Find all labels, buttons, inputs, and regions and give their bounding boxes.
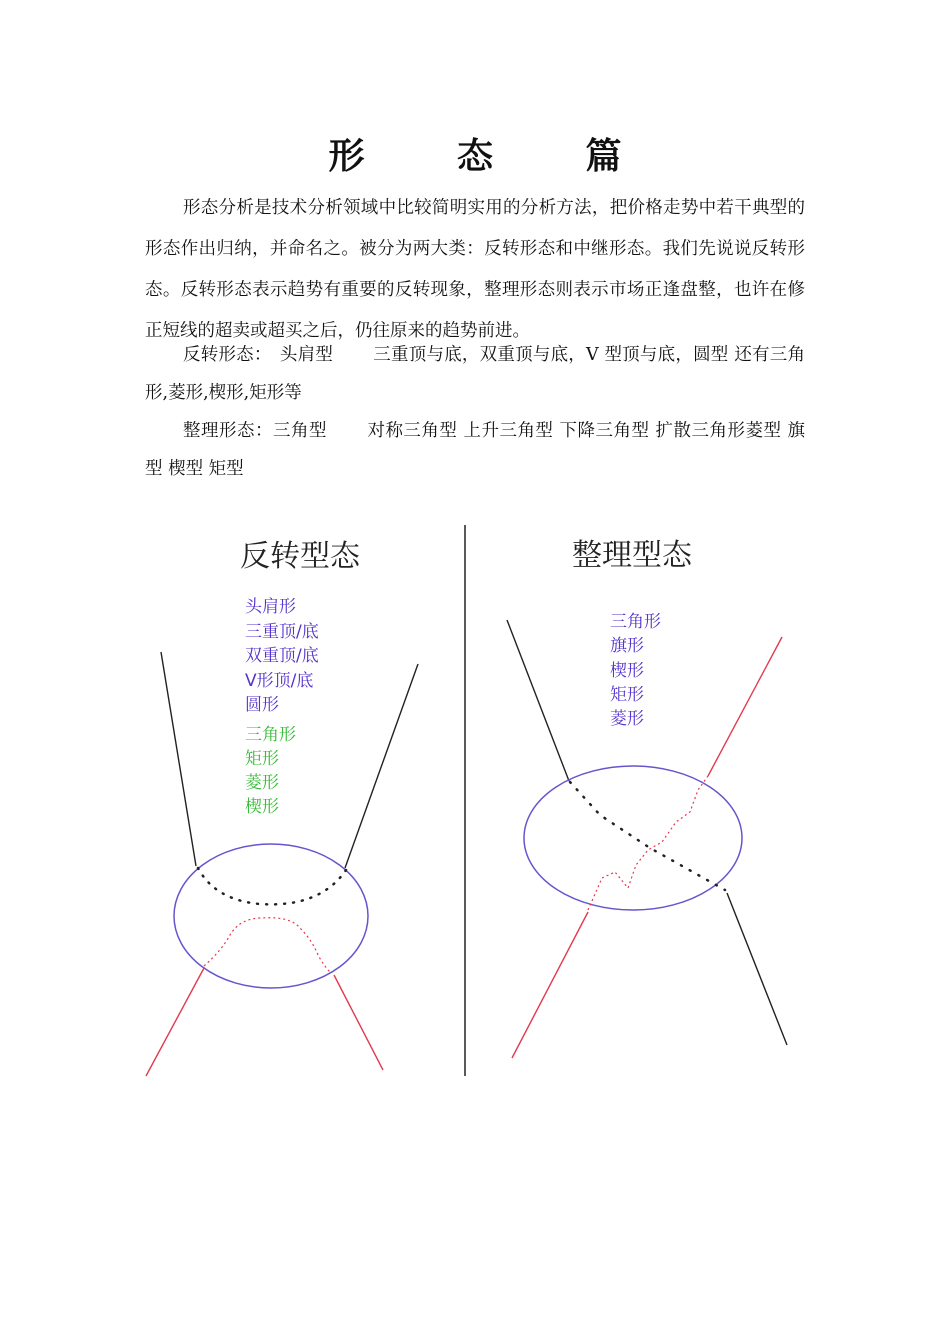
- left-blue-list: [245, 597, 319, 715]
- reversal-rest: 三重顶与底，双重顶与底，V 型顶与底，圆型 还有三角形,菱形,楔形,矩形等: [145, 345, 806, 403]
- reversal-first: 头肩型: [279, 345, 334, 365]
- left-red-line: [334, 975, 383, 1070]
- page-title: 形 态 篇: [328, 135, 662, 177]
- right-blue-item: 菱形: [610, 709, 644, 729]
- right-dotted-down: [570, 782, 725, 890]
- right-blue-item: 旗形: [610, 636, 644, 656]
- left-blue-item: 三重顶/底: [245, 622, 319, 642]
- left-blue-item: 双重顶/底: [245, 646, 319, 666]
- left-blue-item: 圆形: [245, 695, 279, 715]
- consolidation-label: 整理形态：三角型: [183, 421, 327, 441]
- left-uptrend-line: [345, 664, 418, 868]
- left-green-item: 楔形: [245, 797, 279, 817]
- left-downtrend-line: [161, 652, 196, 866]
- right-continuation-line: [727, 893, 787, 1045]
- left-red-line: [146, 968, 204, 1076]
- right-dotted-up: [588, 776, 708, 910]
- left-ellipse: [174, 844, 368, 988]
- right-ellipse: [524, 766, 742, 910]
- right-red-upper-line: [708, 637, 782, 776]
- intro-paragraph: 形态分析是技术分析领域中比较简明实用的分析方法，把价格走势中若干典型的形态作出归纳，并命名之。被分为两大类：反转形态和中继形态。我们先说说反转形态。反转形态表示趋势有重要的反转现象，整理形态则表示市场正逢盘整，也许在修正短线的超卖或超买之后，仍往原来的趋势前进。: [145, 198, 805, 341]
- right-diagram-title: 整理型态: [572, 538, 692, 573]
- left-dotted-top: [204, 918, 330, 972]
- right-red-lower-line: [512, 912, 588, 1058]
- right-blue-item: 三角形: [610, 612, 661, 632]
- left-dotted-bottom: [198, 868, 346, 904]
- right-blue-item: 矩形: [610, 685, 644, 705]
- left-diagram-title: 反转型态: [240, 539, 360, 574]
- left-green-item: 矩形: [245, 749, 279, 769]
- left-green-item: 菱形: [245, 773, 279, 793]
- right-blue-item: 楔形: [610, 661, 644, 681]
- consolidation-rest: 对称三角型 上升三角型 下降三角型 扩散三角形菱型 旗型 楔型 矩型: [145, 421, 806, 479]
- left-green-list: [245, 725, 296, 817]
- right-blue-list: [610, 612, 661, 729]
- left-blue-item: 头肩形: [245, 597, 296, 617]
- reversal-label: 反转形态：: [183, 345, 272, 365]
- right-downtrend-line: [507, 620, 569, 781]
- left-blue-item: V形顶/底: [245, 671, 314, 691]
- left-green-item: 三角形: [245, 725, 296, 745]
